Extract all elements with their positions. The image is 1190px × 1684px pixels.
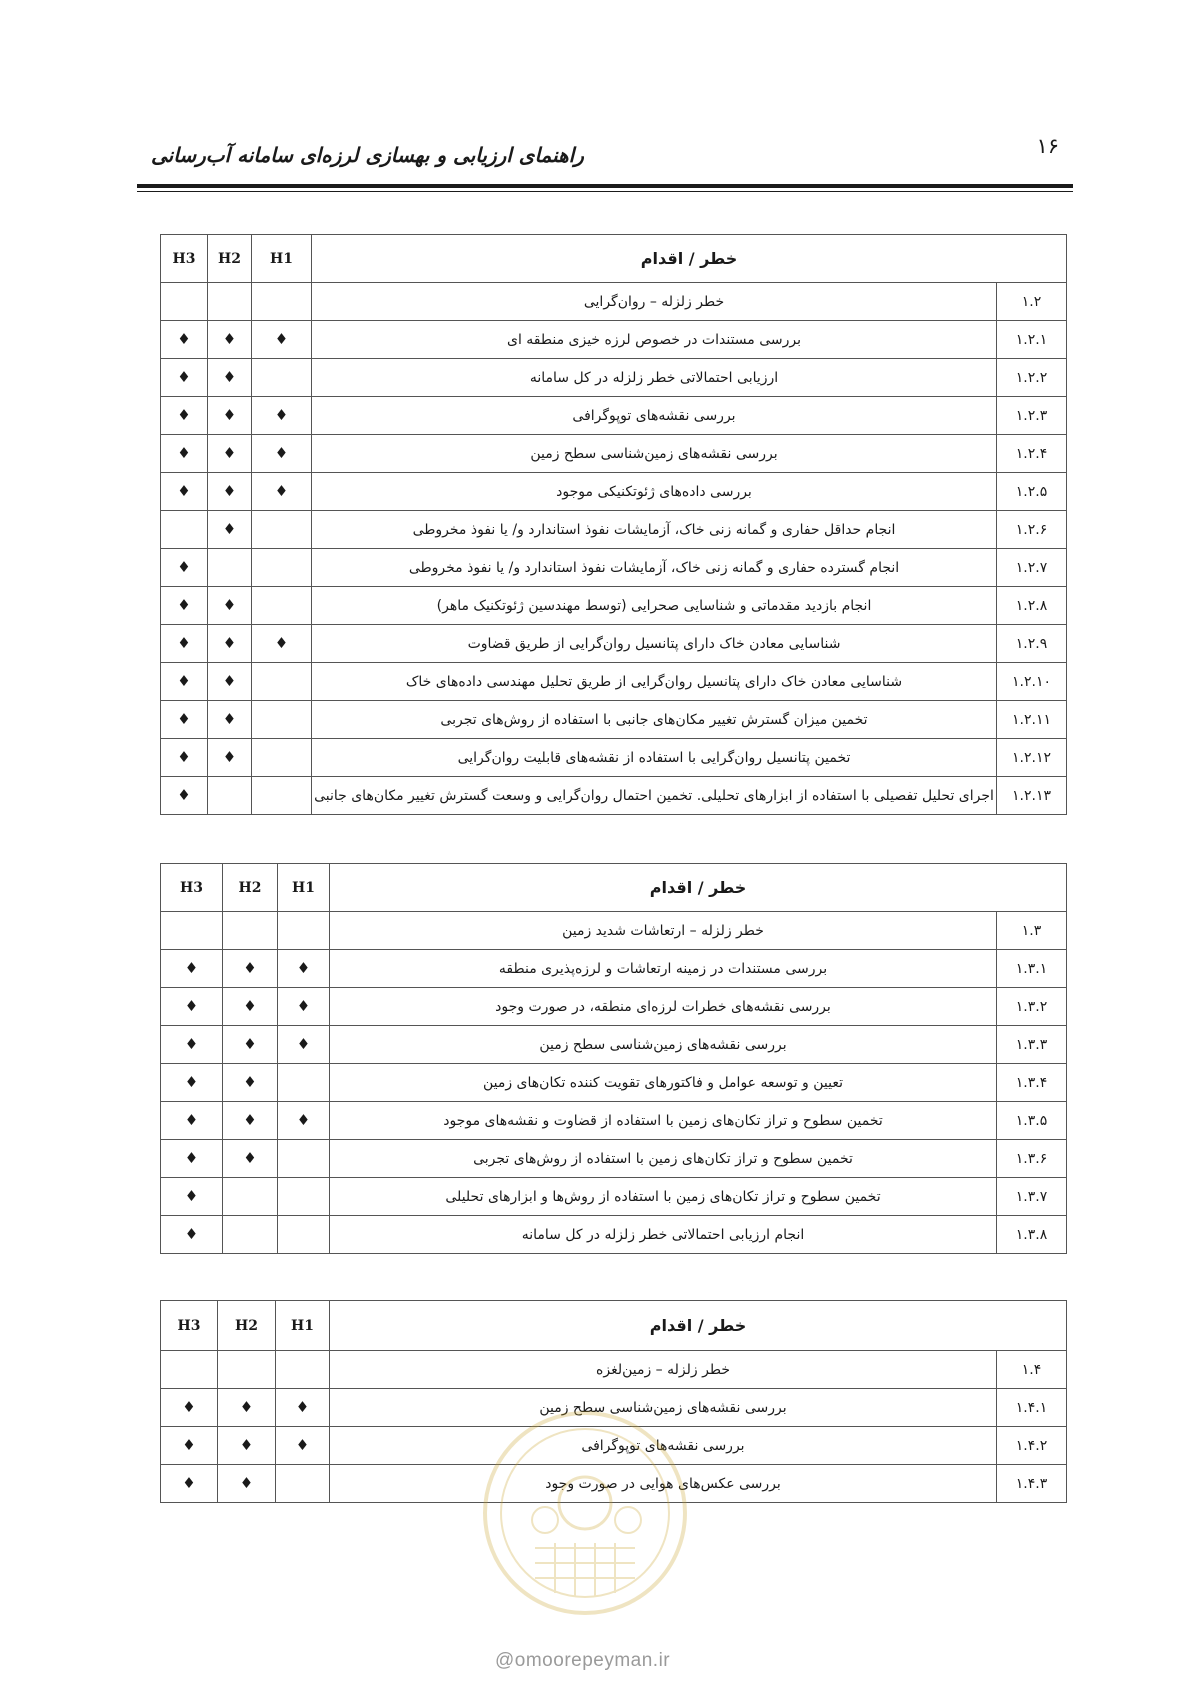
action-text: انجام بازدید مقدماتی و شناسایی صحرایی (توسط مهندسین ژئوتکنیک ماهر) <box>312 587 997 625</box>
mark-h3: ♦ <box>161 663 208 701</box>
mark-h1: ♦ <box>278 1102 330 1140</box>
item-number: ۱.۳.۶ <box>997 1140 1067 1178</box>
mark-h1 <box>252 777 312 815</box>
table-row <box>161 1178 1067 1216</box>
item-number: ۱.۲.۱۱ <box>997 701 1067 739</box>
mark-h3: ♦ <box>161 1026 223 1064</box>
mark-h1 <box>278 1064 330 1102</box>
mark-h3 <box>161 511 208 549</box>
watermark-text: @omoorepeyman.ir <box>495 1650 671 1671</box>
action-text: شناسایی معادن خاک دارای پتانسیل روان‌گرایی از طریق قضاوت <box>312 625 997 663</box>
mark-h2 <box>223 912 278 950</box>
item-number: ۱.۲.۷ <box>997 549 1067 587</box>
action-text: تخمین میزان گسترش تغییر مکان‌های جانبی با استفاده از روش‌های تجربی <box>312 701 997 739</box>
header-h1: H1 <box>278 864 330 912</box>
table-row <box>161 701 1067 739</box>
header-action: خطر / اقدام <box>330 1301 1067 1351</box>
mark-h3: ♦ <box>161 701 208 739</box>
hazard-table-ground-shaking <box>160 863 1067 1254</box>
mark-h1 <box>252 283 312 321</box>
item-number: ۱.۲.۸ <box>997 587 1067 625</box>
mark-h1 <box>252 549 312 587</box>
action-text: انجام گسترده حفاری و گمانه زنی خاک، آزمایشات نفوذ استاندارد و/ یا نفوذ مخروطی <box>312 549 997 587</box>
table-row <box>161 587 1067 625</box>
mark-h2 <box>218 1351 276 1389</box>
mark-h1: ♦ <box>252 321 312 359</box>
table-row <box>161 625 1067 663</box>
mark-h2: ♦ <box>208 701 252 739</box>
action-text: انجام حداقل حفاری و گمانه زنی خاک، آزمایشات نفوذ استاندارد و/ یا نفوذ مخروطی <box>312 511 997 549</box>
mark-h2: ♦ <box>208 625 252 663</box>
item-number: ۱.۲.۱۲ <box>997 739 1067 777</box>
item-number: ۱.۴.۱ <box>997 1389 1067 1427</box>
mark-h3: ♦ <box>161 321 208 359</box>
header-h1: H1 <box>252 235 312 283</box>
mark-h1 <box>252 739 312 777</box>
mark-h2 <box>208 549 252 587</box>
action-text: بررسی عکس‌های هوایی در صورت وجود <box>330 1465 997 1503</box>
action-text: تخمین پتانسیل روان‌گرایی با استفاده از نقشه‌های قابلیت روان‌گرایی <box>312 739 997 777</box>
mark-h1: ♦ <box>252 435 312 473</box>
item-number: ۱.۲.۱۳ <box>997 777 1067 815</box>
page-header <box>137 128 1073 188</box>
mark-h3: ♦ <box>161 1389 218 1427</box>
mark-h1: ♦ <box>252 625 312 663</box>
table-row <box>161 1140 1067 1178</box>
header-action: خطر / اقدام <box>312 235 1067 283</box>
item-number: ۱.۳.۱ <box>997 950 1067 988</box>
mark-h2 <box>223 1216 278 1254</box>
item-number: ۱.۴.۳ <box>997 1465 1067 1503</box>
mark-h2: ♦ <box>223 988 278 1026</box>
mark-h3: ♦ <box>161 359 208 397</box>
mark-h3 <box>161 1351 218 1389</box>
table-row <box>161 1351 1067 1389</box>
mark-h2: ♦ <box>223 1140 278 1178</box>
mark-h1 <box>252 587 312 625</box>
mark-h1 <box>252 359 312 397</box>
mark-h3: ♦ <box>161 777 208 815</box>
table-row <box>161 511 1067 549</box>
header-row <box>161 1301 1067 1351</box>
mark-h2: ♦ <box>208 359 252 397</box>
mark-h1: ♦ <box>276 1427 330 1465</box>
item-number: ۱.۲.۴ <box>997 435 1067 473</box>
header-h3: H3 <box>161 235 208 283</box>
action-text: اجرای تحلیل تفصیلی با استفاده از ابزارهای تحلیلی. تخمین احتمال روان‌گرایی و وسعت گسترش تغییر مکان‌های جانبی <box>312 777 997 815</box>
item-number: ۱.۴ <box>997 1351 1067 1389</box>
item-number: ۱.۲.۲ <box>997 359 1067 397</box>
mark-h1 <box>252 663 312 701</box>
mark-h3: ♦ <box>161 397 208 435</box>
mark-h2: ♦ <box>223 1102 278 1140</box>
item-number: ۱.۳.۵ <box>997 1102 1067 1140</box>
mark-h2: ♦ <box>218 1427 276 1465</box>
table-row <box>161 777 1067 815</box>
item-number: ۱.۴.۲ <box>997 1427 1067 1465</box>
mark-h2: ♦ <box>208 435 252 473</box>
item-number: ۱.۲ <box>997 283 1067 321</box>
table-row <box>161 912 1067 950</box>
mark-h3: ♦ <box>161 739 208 777</box>
mark-h3: ♦ <box>161 587 208 625</box>
mark-h3: ♦ <box>161 1465 218 1503</box>
mark-h3 <box>161 912 223 950</box>
header-h3: H3 <box>161 1301 218 1351</box>
mark-h1 <box>276 1351 330 1389</box>
item-number: ۱.۳.۷ <box>997 1178 1067 1216</box>
mark-h1 <box>276 1465 330 1503</box>
action-text: خطر زلزله – ارتعاشات شدید زمین <box>330 912 997 950</box>
mark-h2: ♦ <box>208 473 252 511</box>
mark-h1: ♦ <box>276 1389 330 1427</box>
table-row <box>161 1102 1067 1140</box>
action-text: تعیین و توسعه عوامل و فاکتورهای تقویت کننده تکان‌های زمین <box>330 1064 997 1102</box>
action-text: بررسی نقشه‌های توپوگرافی <box>330 1427 997 1465</box>
mark-h3: ♦ <box>161 1064 223 1102</box>
mark-h3: ♦ <box>161 435 208 473</box>
table-row <box>161 321 1067 359</box>
table-row <box>161 473 1067 511</box>
header-h2: H2 <box>208 235 252 283</box>
item-number: ۱.۲.۵ <box>997 473 1067 511</box>
mark-h2: ♦ <box>208 397 252 435</box>
mark-h2: ♦ <box>208 587 252 625</box>
action-text: خطر زلزله – زمین‌لغزه <box>330 1351 997 1389</box>
item-number: ۱.۳ <box>997 912 1067 950</box>
mark-h3: ♦ <box>161 1427 218 1465</box>
action-text: شناسایی معادن خاک دارای پتانسیل روان‌گرایی از طریق تحلیل مهندسی داده‌های خاک <box>312 663 997 701</box>
mark-h3: ♦ <box>161 473 208 511</box>
table-row <box>161 397 1067 435</box>
mark-h2 <box>223 1178 278 1216</box>
mark-h1 <box>252 511 312 549</box>
mark-h2: ♦ <box>208 321 252 359</box>
table-row <box>161 950 1067 988</box>
action-text: بررسی مستندات در زمینه ارتعاشات و لرزه‌پذیری منطقه <box>330 950 997 988</box>
mark-h3: ♦ <box>161 1178 223 1216</box>
mark-h2: ♦ <box>223 1064 278 1102</box>
mark-h2: ♦ <box>223 1026 278 1064</box>
mark-h1: ♦ <box>278 1026 330 1064</box>
action-text: ارزیابی احتمالاتی خطر زلزله در کل سامانه <box>312 359 997 397</box>
mark-h2: ♦ <box>208 739 252 777</box>
item-number: ۱.۲.۱۰ <box>997 663 1067 701</box>
watermark-stamp <box>480 1408 690 1618</box>
action-text: تخمین سطوح و تراز تکان‌های زمین با استفاده از روش‌های تجربی <box>330 1140 997 1178</box>
mark-h1 <box>278 1216 330 1254</box>
table-row <box>161 1216 1067 1254</box>
action-text: انجام ارزیابی احتمالاتی خطر زلزله در کل سامانه <box>330 1216 997 1254</box>
table-row <box>161 283 1067 321</box>
item-number: ۱.۳.۴ <box>997 1064 1067 1102</box>
mark-h2: ♦ <box>218 1465 276 1503</box>
action-text: خطر زلزله – روان‌گرایی <box>312 283 997 321</box>
header-rule-thin <box>137 191 1073 192</box>
mark-h2: ♦ <box>223 950 278 988</box>
mark-h1: ♦ <box>252 397 312 435</box>
mark-h1: ♦ <box>278 988 330 1026</box>
action-text: بررسی نقشه‌های خطرات لرزه‌ای منطقه، در صورت وجود <box>330 988 997 1026</box>
mark-h2 <box>208 777 252 815</box>
action-text: بررسی نقشه‌های توپوگرافی <box>312 397 997 435</box>
mark-h1 <box>278 912 330 950</box>
header-action: خطر / اقدام <box>330 864 1067 912</box>
mark-h3: ♦ <box>161 988 223 1026</box>
action-text: تخمین سطوح و تراز تکان‌های زمین با استفاده از قضاوت و نقشه‌های موجود <box>330 1102 997 1140</box>
table-row <box>161 1026 1067 1064</box>
item-number: ۱.۲.۳ <box>997 397 1067 435</box>
action-text: بررسی نقشه‌های زمین‌شناسی سطح زمین <box>330 1389 997 1427</box>
mark-h3 <box>161 283 208 321</box>
header-row <box>161 235 1067 283</box>
action-text: بررسی مستندات در خصوص لرزه خیزی منطقه ای <box>312 321 997 359</box>
mark-h2: ♦ <box>218 1389 276 1427</box>
mark-h3: ♦ <box>161 625 208 663</box>
mark-h3: ♦ <box>161 1140 223 1178</box>
mark-h3: ♦ <box>161 1102 223 1140</box>
action-text: بررسی داده‌های ژئوتکنیکی موجود <box>312 473 997 511</box>
action-text: تخمین سطوح و تراز تکان‌های زمین با استفاده از روش‌ها و ابزارهای تحلیلی <box>330 1178 997 1216</box>
table-row <box>161 988 1067 1026</box>
item-number: ۱.۲.۶ <box>997 511 1067 549</box>
mark-h1 <box>278 1178 330 1216</box>
mark-h1: ♦ <box>278 950 330 988</box>
mark-h1: ♦ <box>252 473 312 511</box>
table-row <box>161 435 1067 473</box>
action-text: بررسی نقشه‌های زمین‌شناسی سطح زمین <box>330 1026 997 1064</box>
book-title: راهنمای ارزیابی و بهسازی لرزه‌ای سامانه آب‌رسانی <box>151 143 584 167</box>
page-number: ۱۶ <box>1036 134 1059 158</box>
table-row <box>161 663 1067 701</box>
mark-h3: ♦ <box>161 950 223 988</box>
item-number: ۱.۲.۱ <box>997 321 1067 359</box>
mark-h2 <box>208 283 252 321</box>
item-number: ۱.۲.۹ <box>997 625 1067 663</box>
table-row <box>161 1064 1067 1102</box>
mark-h3: ♦ <box>161 549 208 587</box>
item-number: ۱.۳.۳ <box>997 1026 1067 1064</box>
table-row <box>161 359 1067 397</box>
header-rule-thick <box>137 184 1073 188</box>
item-number: ۱.۳.۲ <box>997 988 1067 1026</box>
table-row <box>161 549 1067 587</box>
mark-h1 <box>252 701 312 739</box>
header-h3: H3 <box>161 864 223 912</box>
header-h2: H2 <box>223 864 278 912</box>
header-h2: H2 <box>218 1301 276 1351</box>
mark-h3: ♦ <box>161 1216 223 1254</box>
header-row <box>161 864 1067 912</box>
item-number: ۱.۳.۸ <box>997 1216 1067 1254</box>
table-row <box>161 739 1067 777</box>
hazard-table-liquefaction <box>160 234 1067 815</box>
mark-h2: ♦ <box>208 511 252 549</box>
mark-h2: ♦ <box>208 663 252 701</box>
action-text: بررسی نقشه‌های زمین‌شناسی سطح زمین <box>312 435 997 473</box>
header-h1: H1 <box>276 1301 330 1351</box>
mark-h1 <box>278 1140 330 1178</box>
